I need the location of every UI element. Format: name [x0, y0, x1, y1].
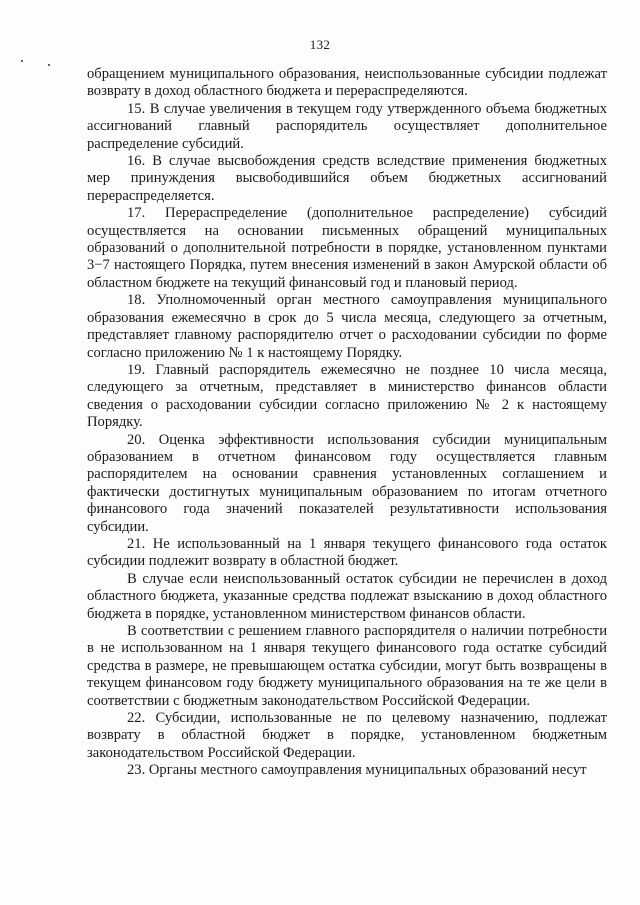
paragraph-18: 18. Уполномоченный орган местного самоуправления муниципального образования ежемесячно в срок до 5 числа месяца, следующего за отчетным, представляет главному распорядителю отчет о расходовании субсидии по форме согласно приложению № 1 к настоящему Порядку. — [87, 292, 607, 361]
paragraph-15: 15. В случае увеличения в текущем году утвержденного объема бюджетных ассигнований главный распорядитель осуществляет дополнительное распределение субсидий. — [87, 100, 607, 152]
document-body — [87, 66, 607, 780]
paragraph-21-unreturned: В случае если неиспользованный остаток субсидии не перечислен в доход областного бюджета, указанные средства подлежат взысканию в доход областного бюджета в порядке, установленном министерством финансов области. — [87, 570, 607, 622]
paragraph-16: 16. В случае высвобождения средств вследствие применения бюджетных мер принуждения высвободившийся объем бюджетных ассигнований перераспределяется. — [87, 153, 607, 204]
paragraph-17: 17. Перераспределение (дополнительное распределение) субсидий осуществляется на основании письменных обращений муниципальных образований о дополнительной потребности в порядке, установленном пунктами 3−7 настоящего Порядка, путем внесения изменений в закон Амурской области об областном бюджете на текущий финансовый год и плановый период. — [87, 205, 607, 291]
paragraph-19: 19. Главный распорядитель ежемесячно не позднее 10 числа месяца, следующего за отчетным, представляет в министерство финансов области сведения о расходовании субсидии согласно приложению № 2 к настоящему Порядку. — [87, 361, 607, 431]
paragraph-20: 20. Оценка эффективности использования субсидии муниципальным образованием в отчетном финансовом году осуществляется главным распорядителем на основании сравнения установленных соглашением и фактически достигнутых муниципальным образованием по итогам отчетного финансового года значений показателей результативности использования субсидии. — [87, 431, 607, 535]
paragraph-21: 21. Не использованный на 1 января текущего финансового года остаток субсидии подлежит возврату в областной бюджет. — [87, 535, 607, 570]
paragraph-23: 23. Органы местного самоуправления муниципальных образований несут — [127, 762, 587, 779]
paragraph-21-decision: В соответствии с решением главного распорядителя о наличии потребности в не использованном на 1 января текущего финансового года остатке субсидий средства в размере, не превышающем остатка субсидии, могут быть возвращены в текущем финансовом году бюджету муниципального образования на те же цели в соответствии с бюджетным законодательством Российской Федерации. — [87, 623, 607, 709]
paragraph-continuation: обращением муниципального образования, неиспользованные субсидии подлежат возврату в доход областного бюджета и перераспределяются. — [87, 66, 607, 100]
scan-speck — [21, 60, 23, 62]
paragraph-22: 22. Субсидии, использованные не по целевому назначению, подлежат возврату в областной бюджет в порядке, установленном бюджетным законодательством Российской Федерации. — [87, 710, 607, 761]
scan-speck — [48, 64, 50, 66]
page-number: 132 — [309, 37, 331, 52]
